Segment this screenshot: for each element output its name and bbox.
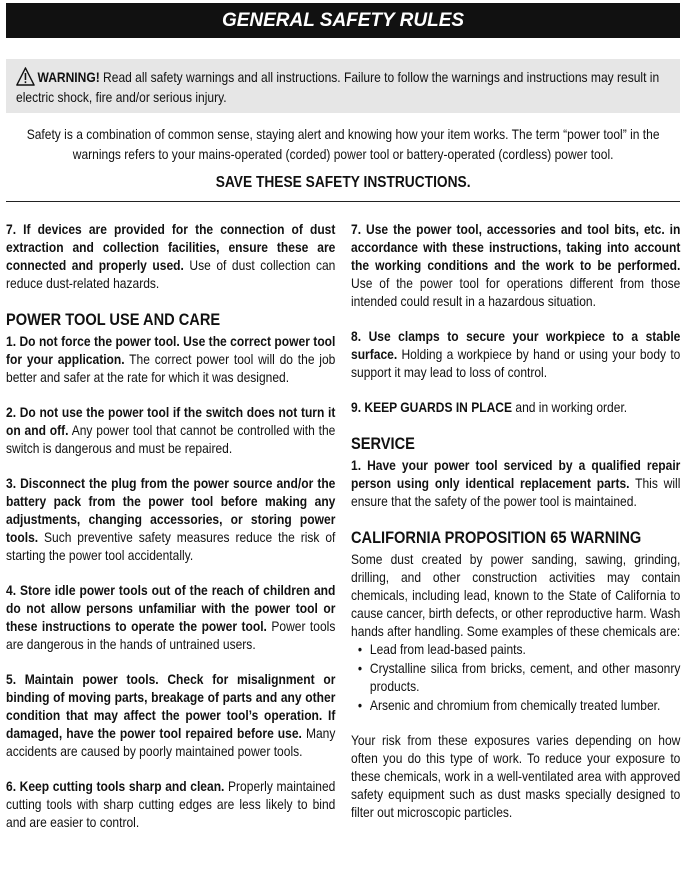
prop65-text: Some dust created by power sanding, sawing, grinding, drilling, and other construction activities may contain chemicals, including lead, known to the State of California to cause cancer, birth defects, or other reproductive harm. Wash hands after handling. Some examples of these chemicals are:: [351, 551, 681, 639]
list-item: [351, 640, 680, 658]
rule-bold: 6. Keep cutting tools sharp and clean.: [6, 778, 225, 794]
service-rule-1: [351, 456, 680, 510]
section-heading-service: SERVICE: [351, 434, 415, 453]
warning-triangle-icon: [16, 67, 35, 86]
rule-text: Use of dust collection can reduce dust-related hazards.: [6, 257, 336, 291]
rule-bold: 4. Store idle power tools out of the reach of children and do not allow persons unfamiliar with the power tool or these instructions to operate the power tool.: [6, 582, 336, 634]
rule-bold: 9. KEEP GUARDS IN PLACE: [351, 399, 513, 415]
risk-text: Your risk from these exposures varies depending on how often you do this type of work. To reduce your exposure to these chemicals, work in a well-ventilated area with approved safety equipment such as dust masks specially designed to filter out microscopic particles.: [351, 732, 681, 820]
rule-bold: 1. Do not force the power tool. Use the correct power tool for your application.: [6, 333, 336, 367]
save-instructions-text: SAVE THESE SAFETY INSTRUCTIONS.: [215, 174, 471, 191]
rule-bold: 7. If devices are provided for the connection of dust extraction and collection facilities, ensure these are connected and properly used.: [6, 221, 336, 273]
rule-6-cutting-tools: [6, 777, 335, 831]
list-item-text: Arsenic and chromium from chemically treated lumber.: [369, 697, 661, 713]
intro-box: [6, 124, 680, 164]
divider: [6, 201, 680, 202]
list-item: [351, 696, 680, 714]
section-heading-prop65: CALIFORNIA PROPOSITION 65 WARNING: [351, 528, 642, 547]
rule-text: Holding a workpiece by hand or using your body to support it may lead to loss of control.: [351, 346, 681, 380]
rule-bold: 1. Have your power tool serviced by a qualified repair person using only identical replacement parts.: [351, 457, 681, 491]
save-instructions: [6, 174, 680, 192]
rule-text: This will ensure that the safety of the power tool is maintained.: [351, 475, 681, 509]
left-column: [6, 220, 335, 848]
rule-text: Properly maintained cutting tools with sharp cutting edges are less likely to bind and are easier to control.: [6, 778, 336, 830]
chemical-list: [351, 640, 680, 714]
rule-1-force: [6, 332, 335, 386]
rule-bold: 5. Maintain power tools. Check for misalignment or binding of moving parts, breakage of parts and any other condition that may affect the power tool’s operation. If damaged, have the power tool repaired before use.: [6, 671, 336, 741]
rule-4-store: [6, 581, 335, 653]
rule-bold: 2. Do not use the power tool if the switch does not turn it on and off.: [6, 404, 336, 438]
warning-text: Read all safety warnings and all instructions. Failure to follow the warnings and instructions may result in electric shock, fire and/or serious injury.: [16, 69, 660, 105]
rule-text: Many accidents are caused by poorly maintained power tools.: [6, 725, 336, 759]
rule-8-clamps: [351, 327, 680, 381]
right-column: [351, 220, 680, 838]
bullet-icon: •: [357, 641, 363, 657]
bullet-icon: •: [357, 660, 363, 676]
rule-2-switch: [6, 403, 335, 457]
section-heading-power-tool-use: POWER TOOL USE AND CARE: [6, 310, 221, 329]
bullet-icon: •: [357, 697, 363, 713]
rule-text: Such preventive safety measures reduce the risk of starting the power tool accidentally.: [6, 529, 336, 563]
intro-text: Safety is a combination of common sense, staying alert and knowing how your item works. The term “power tool” in the warnings refers to your mains-operated (corded) power tool or battery-operated (cordless) power tool.: [26, 126, 660, 162]
warning-label: WARNING!: [37, 69, 100, 85]
rule-bold: 8. Use clamps to secure your workpiece to a stable surface.: [351, 328, 681, 362]
rule-text: and in working order.: [512, 399, 628, 415]
warning-box: [6, 59, 680, 113]
rule-text: Use of the power tool for operations different from those intended could result in a hazardous situation.: [351, 275, 681, 309]
section-banner: [6, 3, 680, 38]
rule-text: Power tools are dangerous in the hands of untrained users.: [6, 618, 336, 652]
rule-text: Any power tool that cannot be controlled with the switch is dangerous and must be repaired.: [6, 422, 336, 456]
list-item-text: Lead from lead-based paints.: [369, 641, 526, 657]
rule-3-disconnect: [6, 474, 335, 564]
rule-7-dust: [6, 220, 335, 292]
rule-5-maintain: [6, 670, 335, 760]
banner-title: GENERAL SAFETY RULES: [221, 10, 465, 31]
rule-bold: 3. Disconnect the plug from the power source and/or the battery pack from the power tool before making any adjustments, changing accessories, or storing power tools.: [6, 475, 336, 545]
list-item-text: Crystalline silica from bricks, cement, and other masonry products.: [369, 660, 681, 694]
rule-9-guards: [351, 398, 680, 416]
rule-7-accessories: [351, 220, 680, 310]
list-item: [351, 659, 680, 695]
rule-bold: 7. Use the power tool, accessories and tool bits, etc. in accordance with these instructions, taking into account the working conditions and the work to be performed.: [351, 221, 681, 273]
rule-text: The correct power tool will do the job better and safer at the rate for which it was designed.: [6, 351, 336, 385]
